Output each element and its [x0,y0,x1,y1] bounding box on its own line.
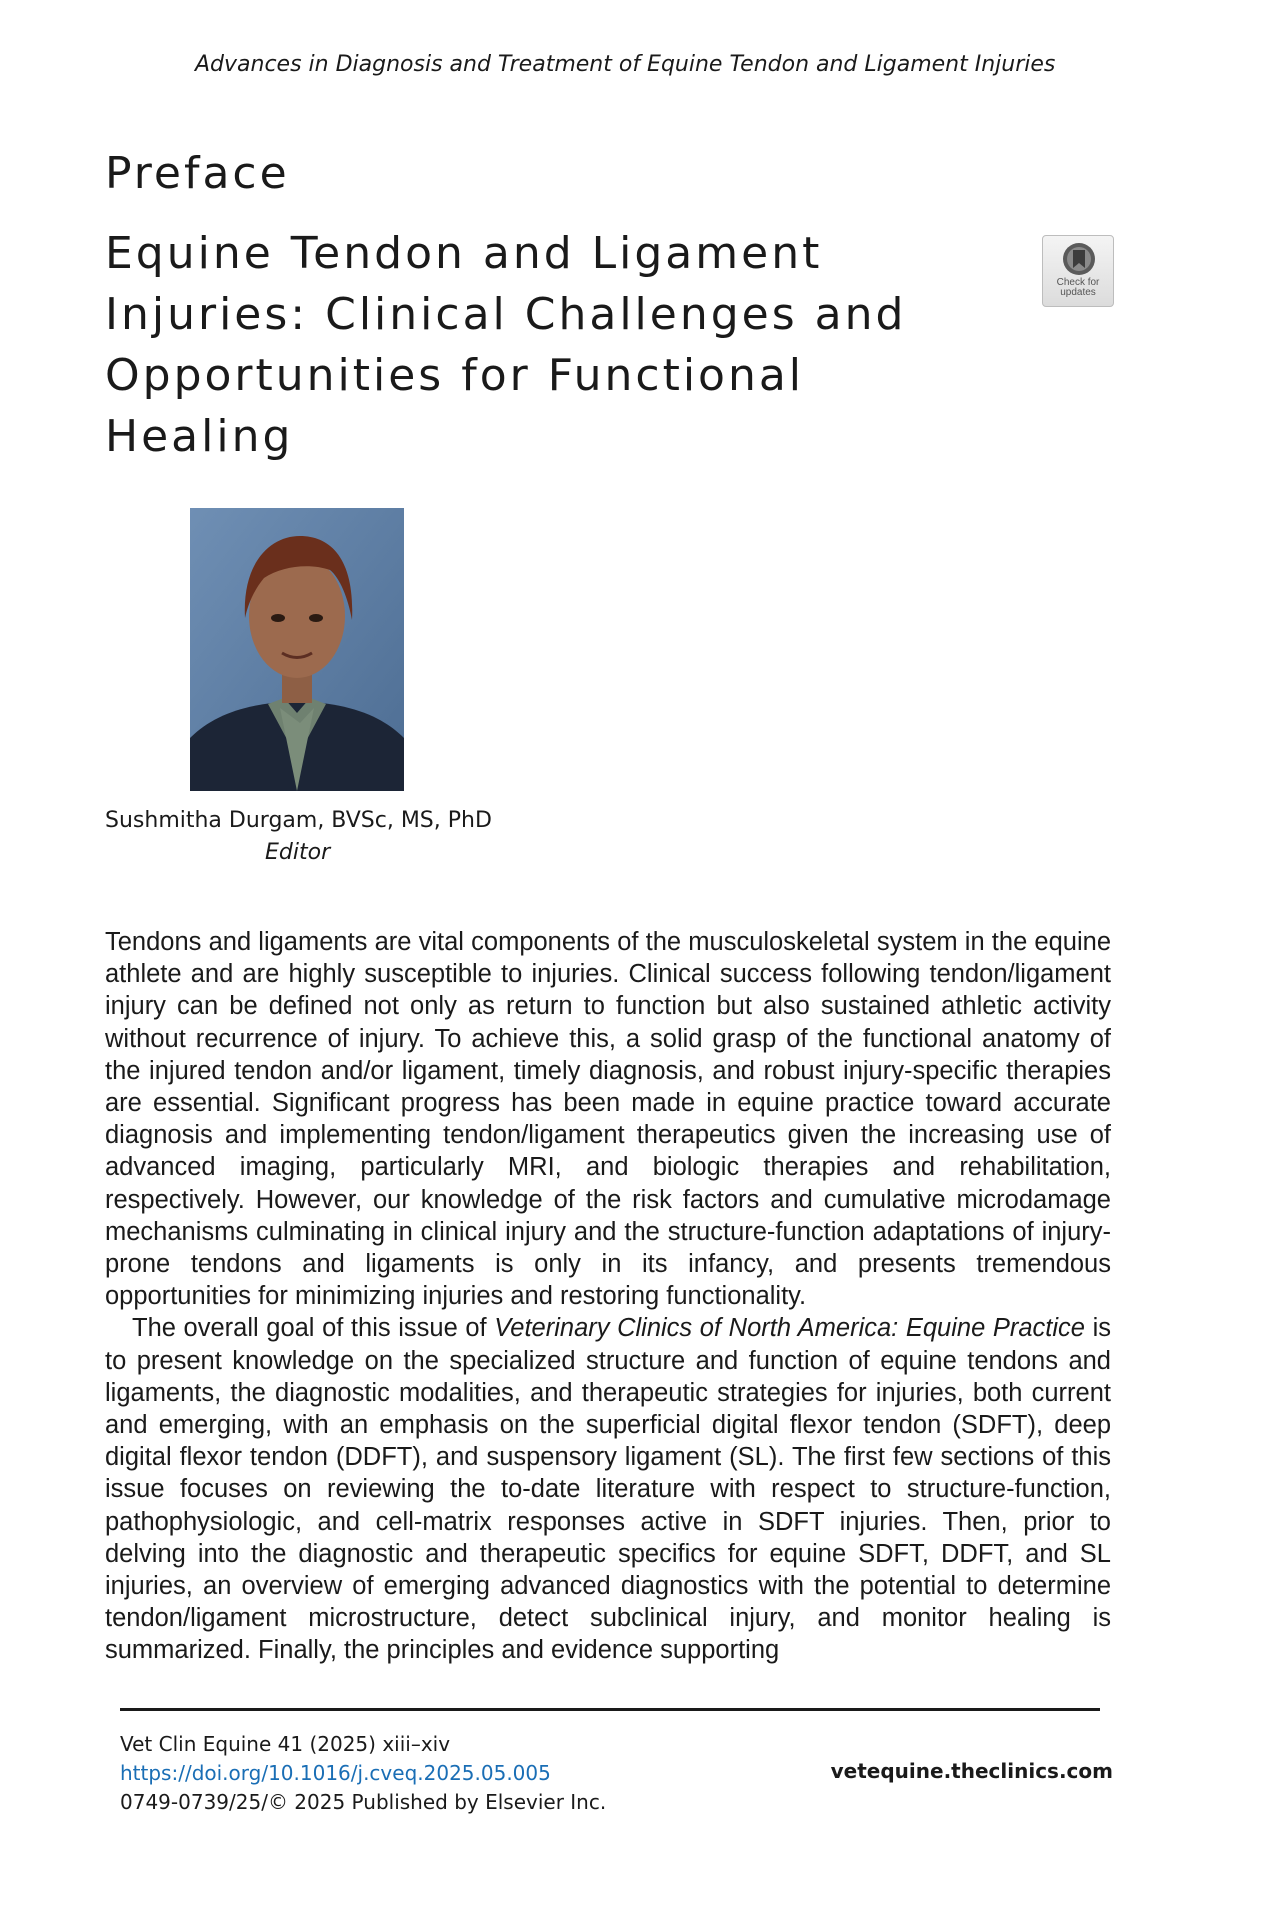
doi-link[interactable]: https://doi.org/10.1016/j.cveq.2025.05.005 [120,1761,551,1785]
paragraph: Tendons and ligaments are vital components of the musculoskeletal system in the equine athlete and are highly susceptible to injuries. Clinical success following tendon/ligament injury can be defined not only as return to function but also sustained athletic activity without recurrence of injury. To achieve this, a solid grasp of the functional anatomy of the injured tendon and/or ligament, timely diagnosis, and robust injury-specific therapies are essential. Significant progress has been made in equine practice toward accurate diagnosis and implementing tendon/ligament therapeutics given the increasing use of advanced imaging, particularly MRI, and biologic therapies and rehabilitation, respectively. However, our knowledge of the risk factors and cumulative microdamage mechanisms culminating in clinical injury and the structure-function adaptations of injury-prone tendons and ligaments is only in its infancy, and presents tremendous opportunities for minimizing injuries and restoring functionality. [105,928,1111,1311]
paragraph-text: The overall goal of this issue of [132,1314,495,1343]
running-head: Advances in Diagnosis and Treatment of Equine Tendon and Ligament Injuries [195,52,1056,77]
editor-photo [190,508,404,791]
check-for-updates-badge[interactable] [1042,235,1114,307]
citation: Vet Clin Equine 41 (2025) xiii–xiv [120,1732,451,1756]
title-line: Injuries: Clinical Challenges and [105,289,907,340]
badge-text-line: updates [1060,287,1096,298]
paragraph [105,1312,1111,1666]
title-line: Equine Tendon and Ligament [105,228,823,279]
editor-role: Editor [265,840,331,865]
copyright: 0749-0739/25/© 2025 Published by Elsevier Inc. [120,1790,607,1814]
journal-website: vetequine.theclinics.com [830,1759,1113,1783]
article-title [105,223,965,467]
check-for-updates-icon [1061,241,1097,277]
title-line: Healing [105,411,294,462]
section-label: Preface [105,148,290,199]
title-line: Opportunities for Functional [105,350,805,401]
badge-text-line: Check for [1056,277,1100,288]
footer-rule [120,1708,1100,1711]
editor-name: Sushmitha Durgam, BVSc, MS, PhD [105,808,492,833]
paragraph-text: is to present knowledge on the specialized structure and function of equine tendons and ligaments, the diagnostic modalities, and therapeutic strategies for injuries, both current and emerging, with an emphasis on the superficial digital flexor tendon (SDFT), deep digital flexor tendon (DDFT), and suspensory ligament (SL). The first few sections of this issue focuses on reviewing the to-date literature with respect to structure-function, pathophysiologic, and cell-matrix responses active in SDFT injuries. Then, prior to delving into the diagnostic and therapeutic specifics for equine SDFT, DDFT, and SL injuries, an overview of emerging advanced diagnostics with the potential to determine tendon/ligament microstructure, detect subclinical injury, and monitor healing is summarized. Finally, the principles and evidence supporting [105,1314,1111,1665]
body-text [105,926,1111,1667]
footer-citation-block [120,1730,606,1817]
journal-name: Veterinary Clinics of North America: Equine Practice [494,1314,1085,1343]
